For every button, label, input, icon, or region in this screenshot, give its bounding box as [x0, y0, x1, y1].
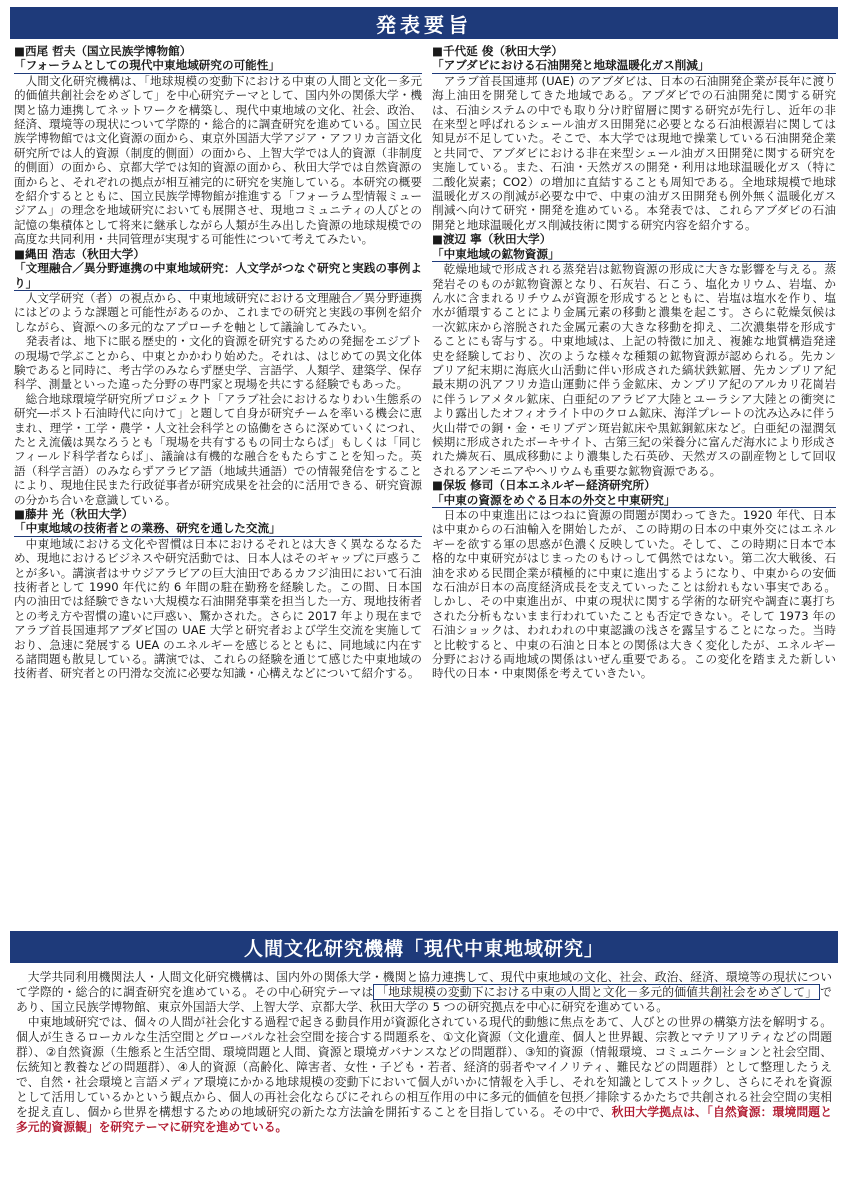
description-text: 大学共同利用機関法人・人間文化研究機構は、国内外の関係大学・機関と協力連携して、現代中東地域の文化、社会、政治、経済、環境等の現状について学際的・総合的に調査研究を進めている。その中心研究テーマは: [16, 970, 832, 999]
abstract-hosaka: [432, 478, 836, 681]
author-name: ■縄田 浩志（秋田大学）: [14, 246, 145, 261]
abstract-paragraph: 人文学研究（者）の視点から、中東地域研究における文理融合／異分野連携にはどのような課題と可能性があるのか、これまでの研究と実践の事例を紹介しながら、資源への多元的なアプローチを軸として議論してみたい。: [14, 290, 422, 334]
abstract-paragraph: 人間文化研究機構は、「地球規模の変動下における中東の人間と文化－多元的価値共創社会をめざして」を中心研究テーマとして、国内外の関係大学・機関と協力連携してネットワークを構築し、現代中東地域の文化、社会、政治、経済、環境等の現状について学際的・総合的に調査研究を進めている。国立民族学博物館では文化資源の面から、東京外国語大学アジア・アフリカ言語文化研究所では人的資源（制度的側面）の面から、上智大学では人的資源（非制度的側面）の面から、京都大学では知的資源の面から、秋田大学では自然資源の面からと、それぞれの拠点が相互補完的に研究を実施している。本研究の概要を紹介するとともに、国立民族学博物館が推進する「フォーラム型情報ミュージアム」の理念を地域研究においても展開させ、現地コミュニティの人びとの記憶の集積体として将来に継承しながら人類が生み出した資源の地球規模での高度な共同利用・共同管理が実現する可能性について考えてみたい。: [14, 73, 422, 247]
author-name: ■西尾 哲夫（国立民族学博物館）: [14, 44, 192, 58]
abstract-paragraph: 発表者は、地下に眠る歴史的・文化的資源を研究するための発掘をエジプトの現場で学ぶことから、中東とかかわり始めた。それは、はじめての異文化体験であると同時に、考古学のみならず歴史学、言語学、人類学、建築学、保存科学、測量といった違った分野の専門家と現場を共にする経験でもあった。: [14, 334, 422, 392]
description-paragraph: [16, 970, 832, 1015]
abstract-title: 「アブダビにおける石油開発と地球温暖化ガス削減」: [432, 58, 836, 73]
abstract-title: 「フォーラムとしての現代中東地域研究の可能性」: [14, 58, 422, 73]
abstract-title: 「文理融合／異分野連携の中東地域研究：人文学がつなぐ研究と実践の事例より」: [14, 261, 422, 290]
description-text: 中東地域研究では、個々の人間が社会化する過程で起きる動員作用が資源化されている現代的動態に焦点をあて、人びとの世界の構築方法を解明する。個人が生きるローカルな生活空間とグローバルな社会空間を接合する問題系を、①文化資源（文化遺産、個人と世界観、宗教とマテリアリティなどの問題群）、②自然資源（生態系と生活空間、環境問題と人間、資源と環境ガバナンスなどの問題群）、③知的資源（情報環境、コミュニケーションと社会空間、伝統知と教養などの問題群）、④人的資源（高齢化、障害者、女性・子ども・若者、経済的弱者やマイノリティ、難民などの問題群）として整理したうえで、自然・社会環境と言語メディア環境にかかる地球規模の変動下において個人がいかに情報を入手し、それを知識としてストックし、さらにそれを資源として活用しているかという観点から、個人の再社会化ならびにそれらの相互作用の中に多元的価値を包摂／排除するかたちで共創される社会空間の実相を捉え直し、個から世界を構想するための地域研究の新たな方法論を開拓することを目指している。その中で、: [16, 1015, 832, 1119]
abstract-paragraph: アラブ首長国連邦 (UAE) のアブダビは、日本の石油開発企業が長年に渡り海上油田を開発してきた地域である。アブダビでの石油開発に関する研究は、石油システムの中でも取り分け貯留層に関する研究が先行し、近年の非在来型と呼ばれるシェール油ガス田開発に必要となる石油根源岩に関しては知見が不足していた。そこで、本大学では現地で操業している石油開発企業と共同で、アブダビにおける非在来型シェール油ガス田開発に関する研究を実施している。また、石油・天然ガスの開発・利用は地球温暖化ガス（特に二酸化炭素；CO2）の増加に直結することも周知である。全地球規模で地球温暖化ガスの削減が必要な中で、中東の油ガス田開発も例外無く温暖化ガス削減へ向けて研究・開発を進めている。本発表では、これらアブダビの石油開発と地球温暖化ガス削減技術に関する研究内容を紹介する。: [432, 73, 836, 232]
description-paragraph: [16, 1015, 832, 1135]
abstract-nawata: [14, 247, 422, 507]
abstract-paragraph: 日本の中東進出にはつねに資源の問題が関わってきた。1920 年代、日本は中東からの石油輸入を開始したが、この時期の日本の中東外交にはエネルギーを欲する軍の思惑が色濃く反映していた。そして、この時期に日本で本格的な中東研究がはじまったのもけっして偶然ではない。第二次大戦後、石油を求める民間企業が積極的に中東に進出するようになり、中東からの安価な石油が日本の高度経済成長を支えていったことは紛れもない事実である。しかし、その中東進出が、中東の現状に関する学術的な研究や調査に裏打ちされた分析もないまま行われていたことも否定できない。そして 1973 年の石油ショックは、われわれの中東認識の浅さを露呈することになった。当時と比較すると、中東の石油と日本との関係は大きく変化したが、エネルギー分野における両地域の関係はいぜん重要である。この変化を踏まえた新しい時代の日本・中東関係を考えていきたい。: [432, 508, 836, 681]
author-name: ■藤井 光（秋田大学）: [14, 507, 134, 521]
abstract-chiyonobu: [432, 44, 836, 232]
abstract-title: 「中東の資源をめぐる日本の外交と中東研究」: [432, 493, 836, 508]
abstract-nishio: [14, 44, 422, 247]
left-column: [14, 44, 422, 681]
abstract-paragraph: 乾燥地域で形成される蒸発岩は鉱物資源の形成に大きな影響を与える。蒸発岩そのものが鉱物資源となり、石灰岩、石こう、塩化カリウム、岩塩、かん水に含まれるリチウムが資源を形成するとともに、岩塩は塩水を作り、塩水が循環することにより金属元素の移動と濃集を起こす。さらに乾燥気候は一次鉱床から溶脱された金属元素の大きな移動を抑え、二次濃集帯を形成することにも寄与する。中東地域は、上記の特徴に加え、複雑な地質構造発達史を経験しており、次のような様々な種類の鉱物資源が認められる。先カンブリア紀末期に海底火山活動に伴い形成された縞状鉄鉱層、先カンブリア紀最末期の汎アフリカ造山運動に伴う金鉱床、カンブリア紀のアルカリ花崗岩に伴うレアメタル鉱床、白亜紀のアラビア大陸とユーラシア大陸との衝突により露出したオフィオライト中のクロム鉱床、海洋プレートの沈み込みに伴う火山帯での銅・金・モリブデン斑岩鉱床や黒鉱銅鉱床など。白亜紀の湿潤気候期に形成されたボーキサイト、古第三紀の栄養分に富んだ海水により形成された燐灰石、風成移動により濃集した石英砂、天然ガスの副産物として回収されるアンモニアやヘリウムも重要な鉱物資源である。: [432, 262, 836, 478]
abstract-paragraph: 総合地球環境学研究所プロジェクト「アラブ社会におけるなりわい生態系の研究―ポスト石油時代に向けて」と題して自身が研究チームを率いる機会に恵まれ、理学・工学・農学・人文社会科学との協働をさらに深めていくにつれ、たとえ流儀は異なろうとも「現場を共有するもの同士ならば」もしくは「同じフィールド科学者ならば」、議論は有機的な融合をもたらすことを知った。英語（科学言語）のみならずアラビア語（地域共通語）での情報発信をすることにより、現地住民また行政従事者が研究成果を社会的に活用できる、研究資源の分かち合いを意識している。: [14, 391, 422, 507]
section-banner: [10, 931, 838, 963]
program-description: [16, 970, 832, 1135]
page-title: 発表要旨: [376, 12, 472, 37]
author-name: ■渡辺 寧（秋田大学）: [432, 232, 552, 247]
section-title: 人間文化研究機構「現代中東地域研究」: [243, 937, 604, 960]
akita-theme-highlight: 秋田大学拠点は、「自然資源：環境問題と多元的資源観」を研究テーマに研究を進めている。: [16, 1105, 832, 1134]
abstract-paragraph: 中東地域における文化や習慣は日本におけるそれとは大きく異なるなるため、現地におけるビジネスや研究活動では、日本人はそのギャップに戸惑うことが多い。講演者はサウジアラビアの巨大油田であるカフジ油田において石油技術者として 1990 年代に約 6 年間の駐在勤務を経験した。この間、日本国内の油田では経験できない大規模な石油開発事業を担当した一方、現地技術者との考え方や習慣の違いに戸惑い、驚かされた。さらに 2017 年より現在までアラブ首長国連邦アブダビ国の UAE 大学と研究者および学生交流を実施しており、急速に発展する UEA のエネルギーを感じるとともに、同地域に内在する諸問題も散見している。講演では、これらの経験を通じて感じた中東地域の技術者、研究者との円滑な交流に必要な知識・心構えなどについて紹介する。: [14, 536, 422, 681]
right-column: [432, 44, 836, 681]
abstract-watanabe: [432, 232, 836, 478]
research-theme-box: 「地球規模の変動下における中東の人間と文化－多元的価値共創社会をめざして」: [373, 984, 820, 1000]
description-text: であり、国立民族学博物館、東京外国語大学、上智大学、京都大学、秋田大学の 5 つの研究拠点を中心に研究を進めている。: [16, 985, 832, 1014]
author-name: ■保坂 修司（日本エネルギー経済研究所）: [432, 478, 656, 493]
abstract-fujii: [14, 507, 422, 681]
abstract-title: 「中東地域の技術者との業務、研究を通した交流」: [14, 521, 422, 536]
header-banner: [10, 7, 838, 39]
author-name: ■千代延 俊（秋田大学）: [432, 44, 563, 58]
abstract-title: 「中東地域の鉱物資源」: [432, 247, 836, 262]
